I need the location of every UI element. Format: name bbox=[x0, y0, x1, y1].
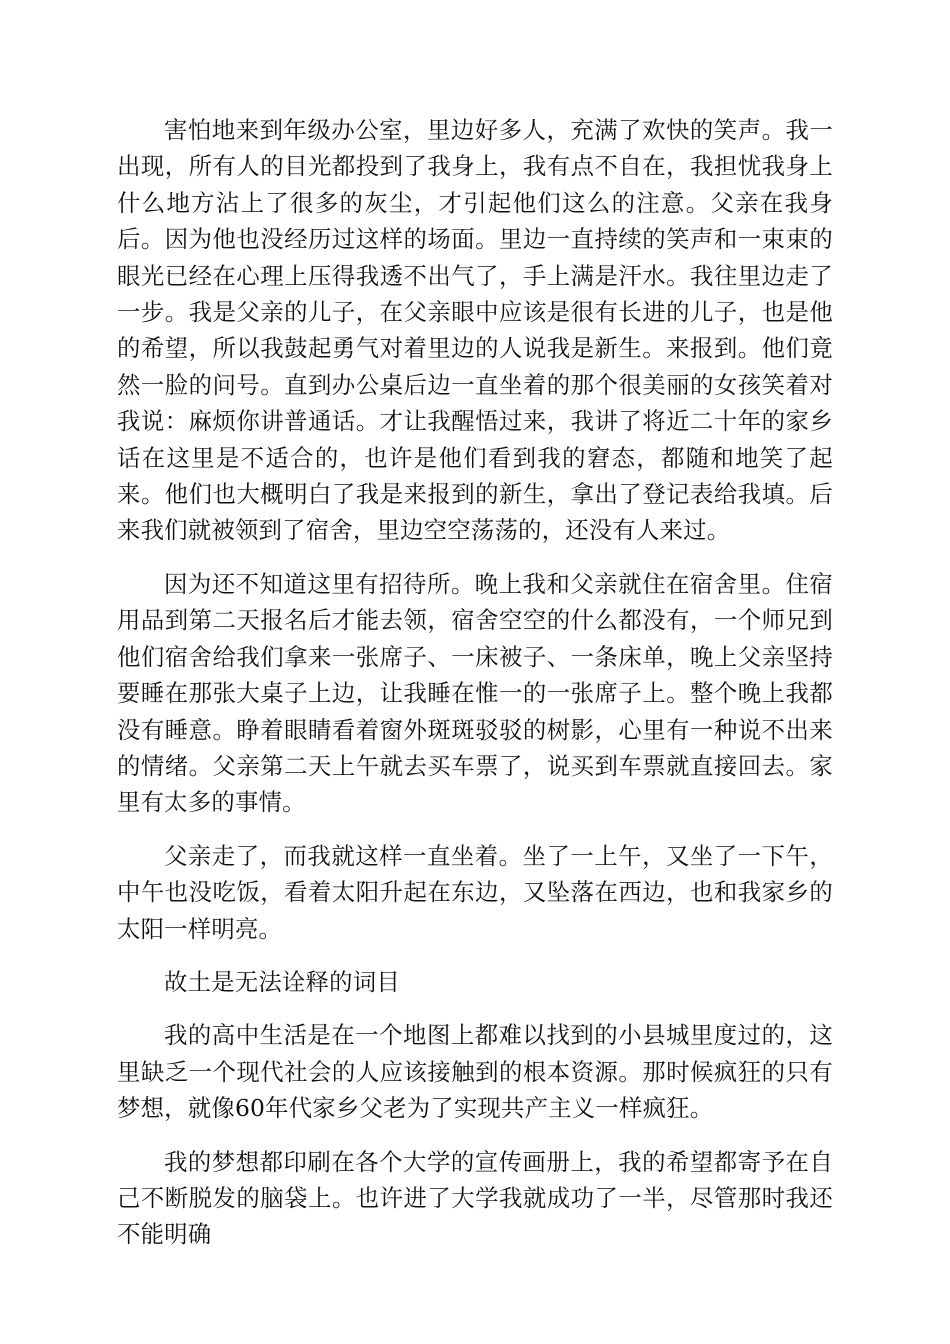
paragraph-1: 害怕地来到年级办公室，里边好多人，充满了欢快的笑声。我一出现，所有人的目光都投到了我身上，我有点不自在，我担忧我身上什么地方沾上了很多的灰尘，才引起他们这么的注意。父亲在我身后。因为他也没经历过这样的场面。里边一直持续的笑声和一束束的眼光已经在心理上压得我透不出气了，手上满是汗水。我往里边走了一步。我是父亲的儿子，在父亲眼中应该是很有长进的儿子，也是他的希望，所以我鼓起勇气对着里边的人说我是新生。来报到。他们竟然一脸的问号。直到办公桌后边一直坐着的那个很美丽的女孩笑着对我说：麻烦你讲普通话。才让我醒悟过来，我讲了将近二十年的家乡话在这里是不适合的，也许是他们看到我的窘态，都随和地笑了起来。他们也大概明白了我是来报到的新生，拿出了登记表给我填。后来我们就被领到了宿舍，里边空空荡荡的，还没有人来过。 bbox=[117, 116, 833, 545]
document-page bbox=[117, 112, 833, 1270]
paragraph-5: 我的梦想都印刷在各个大学的宣传画册上，我的希望都寄予在自己不断脱发的脑袋上。也许进了大学我就成功了一半，尽管那时我还不能明确 bbox=[117, 1147, 833, 1249]
paragraph-3: 父亲走了，而我就这样一直坐着。坐了一上午，又坐了一下午，中午也没吃饭，看着太阳升起在东边，又坠落在西边，也和我家乡的太阳一样明亮。 bbox=[117, 841, 833, 943]
paragraph-4: 我的高中生活是在一个地图上都难以找到的小县城里度过的，这里缺乏一个现代社会的人应该接触到的根本资源。那时候疯狂的只有梦想，就像60年代家乡父老为了实现共产主义一样疯狂。 bbox=[117, 1021, 833, 1123]
section-heading: 故土是无法诠释的词目 bbox=[164, 967, 400, 996]
paragraph-2: 因为还不知道这里有招待所。晚上我和父亲就住在宿舍里。住宿用品到第二天报名后才能去领，宿舍空空的什么都没有，一个师兄到他们宿舍给我们拿来一张席子、一床被子、一条床单，晚上父亲坚持要睡在那张大桌子上边，让我睡在惟一的一张席子上。整个晚上我都没有睡意。睁着眼睛看着窗外斑斑驳驳的树影，心里有一种说不出来的情绪。父亲第二天上午就去买车票了，说买到车票就直接回去。家里有太多的事情。 bbox=[117, 569, 833, 817]
